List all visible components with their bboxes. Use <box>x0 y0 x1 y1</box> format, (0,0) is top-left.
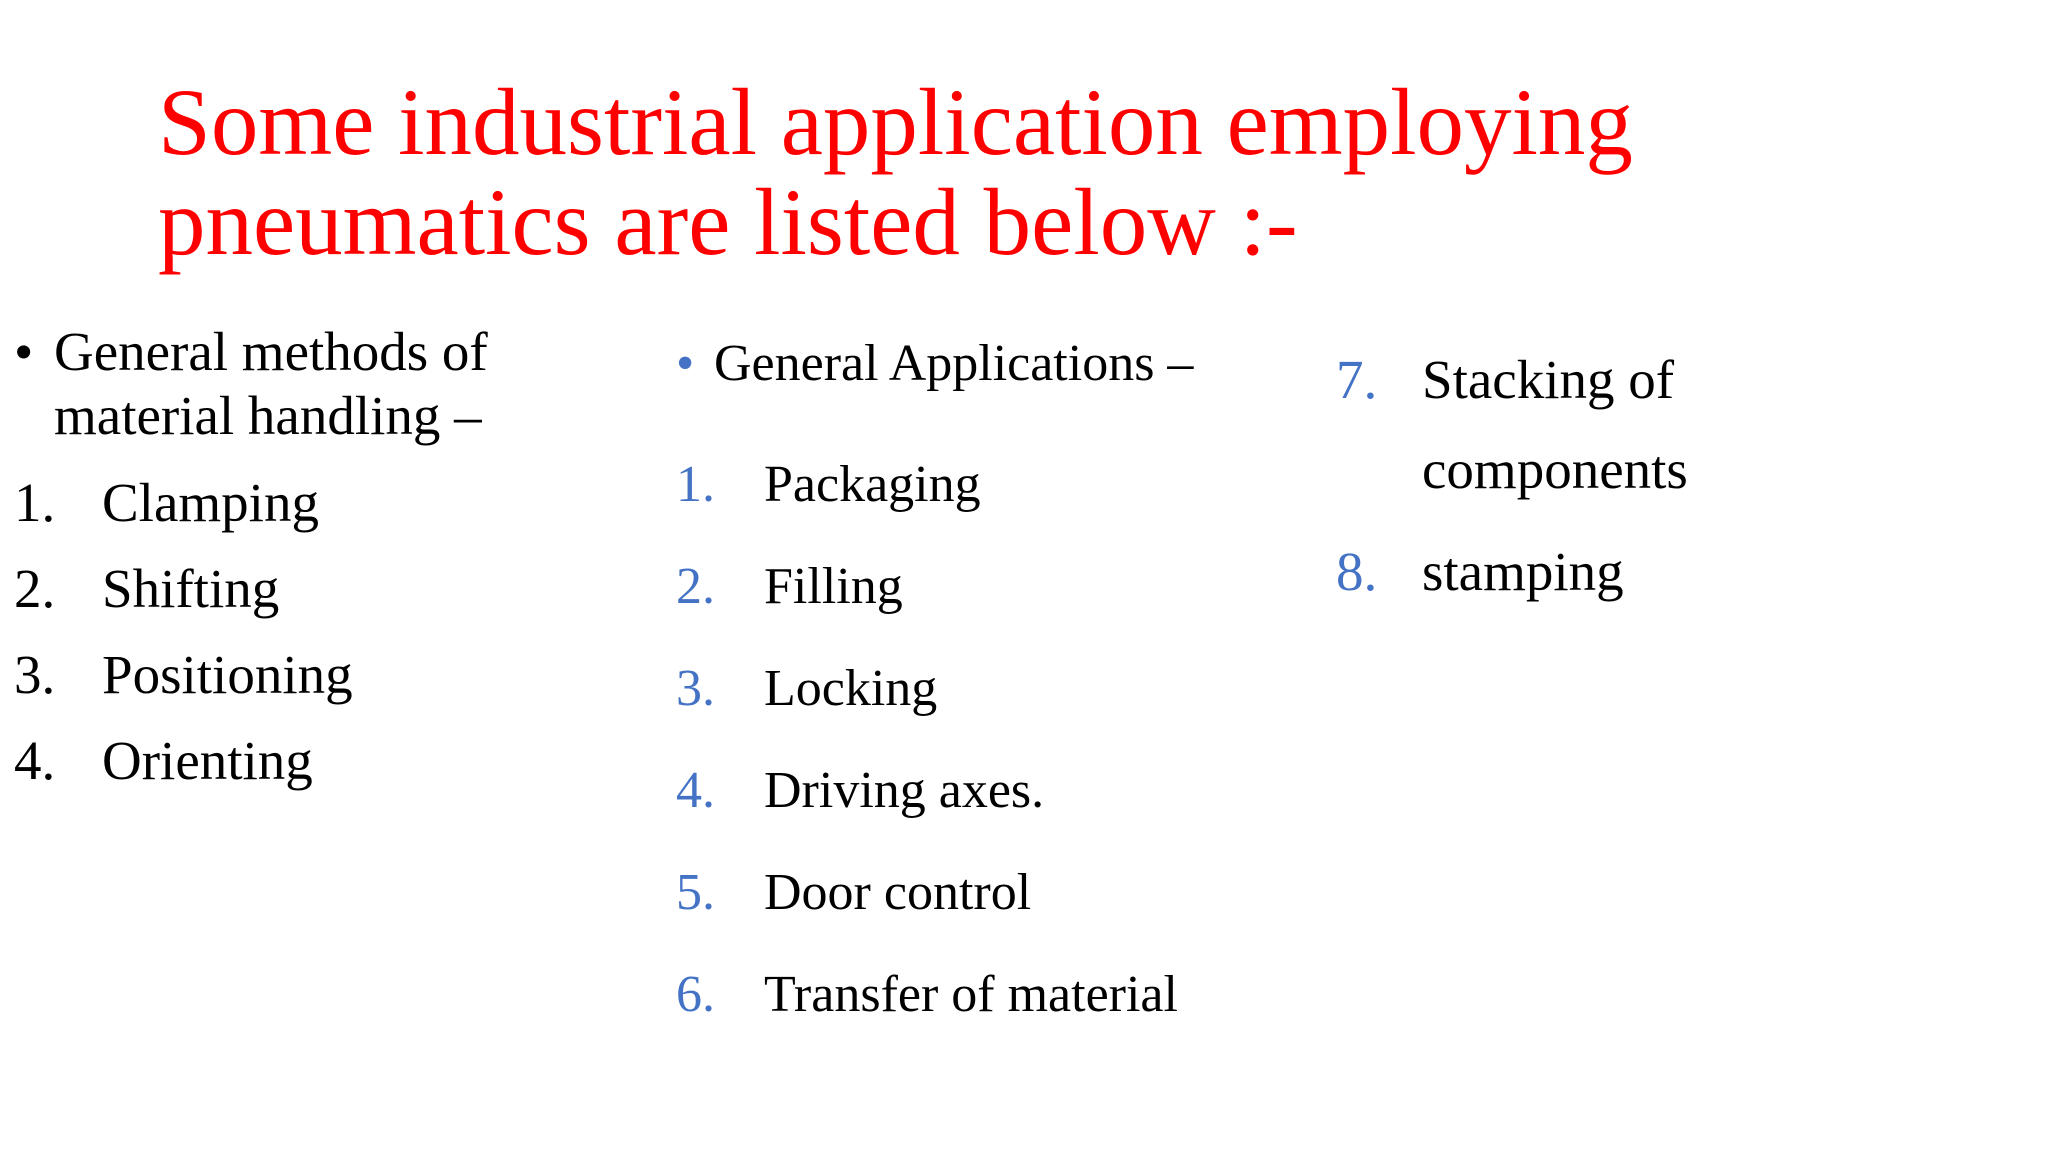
list-item <box>14 718 654 804</box>
slide-title-line-1: Some industrial application employing <box>158 69 1633 175</box>
list-item <box>14 460 654 546</box>
list-item <box>1336 335 1976 515</box>
general-applications-column <box>676 332 1376 1046</box>
list-item-number: 4. <box>676 762 715 819</box>
list-item-text: stamping <box>1422 541 1624 602</box>
list-item-text: Door control <box>764 864 1032 921</box>
material-handling-list <box>14 460 654 804</box>
list-item-number: 4. <box>14 730 56 791</box>
list-item <box>676 536 1376 638</box>
list-item-text: Driving axes. <box>764 762 1045 819</box>
heading-line-2: material handling – <box>54 385 482 446</box>
list-item <box>676 944 1376 1046</box>
list-item-number: 1. <box>14 472 56 533</box>
list-item-number: 7. <box>1336 349 1378 410</box>
list-item-text: Filling <box>764 558 903 615</box>
general-applications-list <box>676 434 1376 1046</box>
general-applications-heading-text: General Applications – <box>714 335 1194 392</box>
slide-title <box>158 69 1958 275</box>
continued-applications-column <box>1336 335 1976 617</box>
slide-title-line-2: pneumatics are listed below :- <box>158 169 1298 275</box>
list-item-text: Clamping <box>102 472 319 533</box>
material-handling-column <box>14 320 654 804</box>
list-item-number: 3. <box>14 644 56 705</box>
list-item <box>676 434 1376 536</box>
list-item <box>676 740 1376 842</box>
list-item-number: 2. <box>14 558 56 619</box>
list-item-number: 3. <box>676 660 715 717</box>
list-item-text: Packaging <box>764 456 981 513</box>
bullet-icon: • <box>676 335 695 392</box>
list-item-number: 2. <box>676 558 715 615</box>
list-item-text: Locking <box>764 660 938 717</box>
list-item-text-line-2: components <box>1422 439 1688 500</box>
list-item <box>1336 527 1976 617</box>
list-item-text-line-1: Stacking of <box>1422 349 1675 410</box>
material-handling-heading <box>14 320 654 448</box>
list-item-number: 5. <box>676 864 715 921</box>
material-handling-heading-text <box>54 320 488 448</box>
list-item-text: Transfer of material <box>764 966 1178 1023</box>
list-item-text: Positioning <box>102 644 353 705</box>
list-item-number: 8. <box>1336 541 1378 602</box>
list-item <box>14 632 654 718</box>
list-item <box>676 842 1376 944</box>
list-item-text: Shifting <box>102 558 280 619</box>
list-item-text <box>1422 335 1688 515</box>
list-item <box>676 638 1376 740</box>
bullet-icon: • <box>14 321 34 382</box>
list-item <box>14 546 654 632</box>
heading-line-1: General methods of <box>54 321 488 382</box>
general-applications-heading <box>676 332 1376 396</box>
list-item-number: 6. <box>676 966 715 1023</box>
list-item-number: 1. <box>676 456 715 513</box>
list-item-text: Orienting <box>102 730 313 791</box>
